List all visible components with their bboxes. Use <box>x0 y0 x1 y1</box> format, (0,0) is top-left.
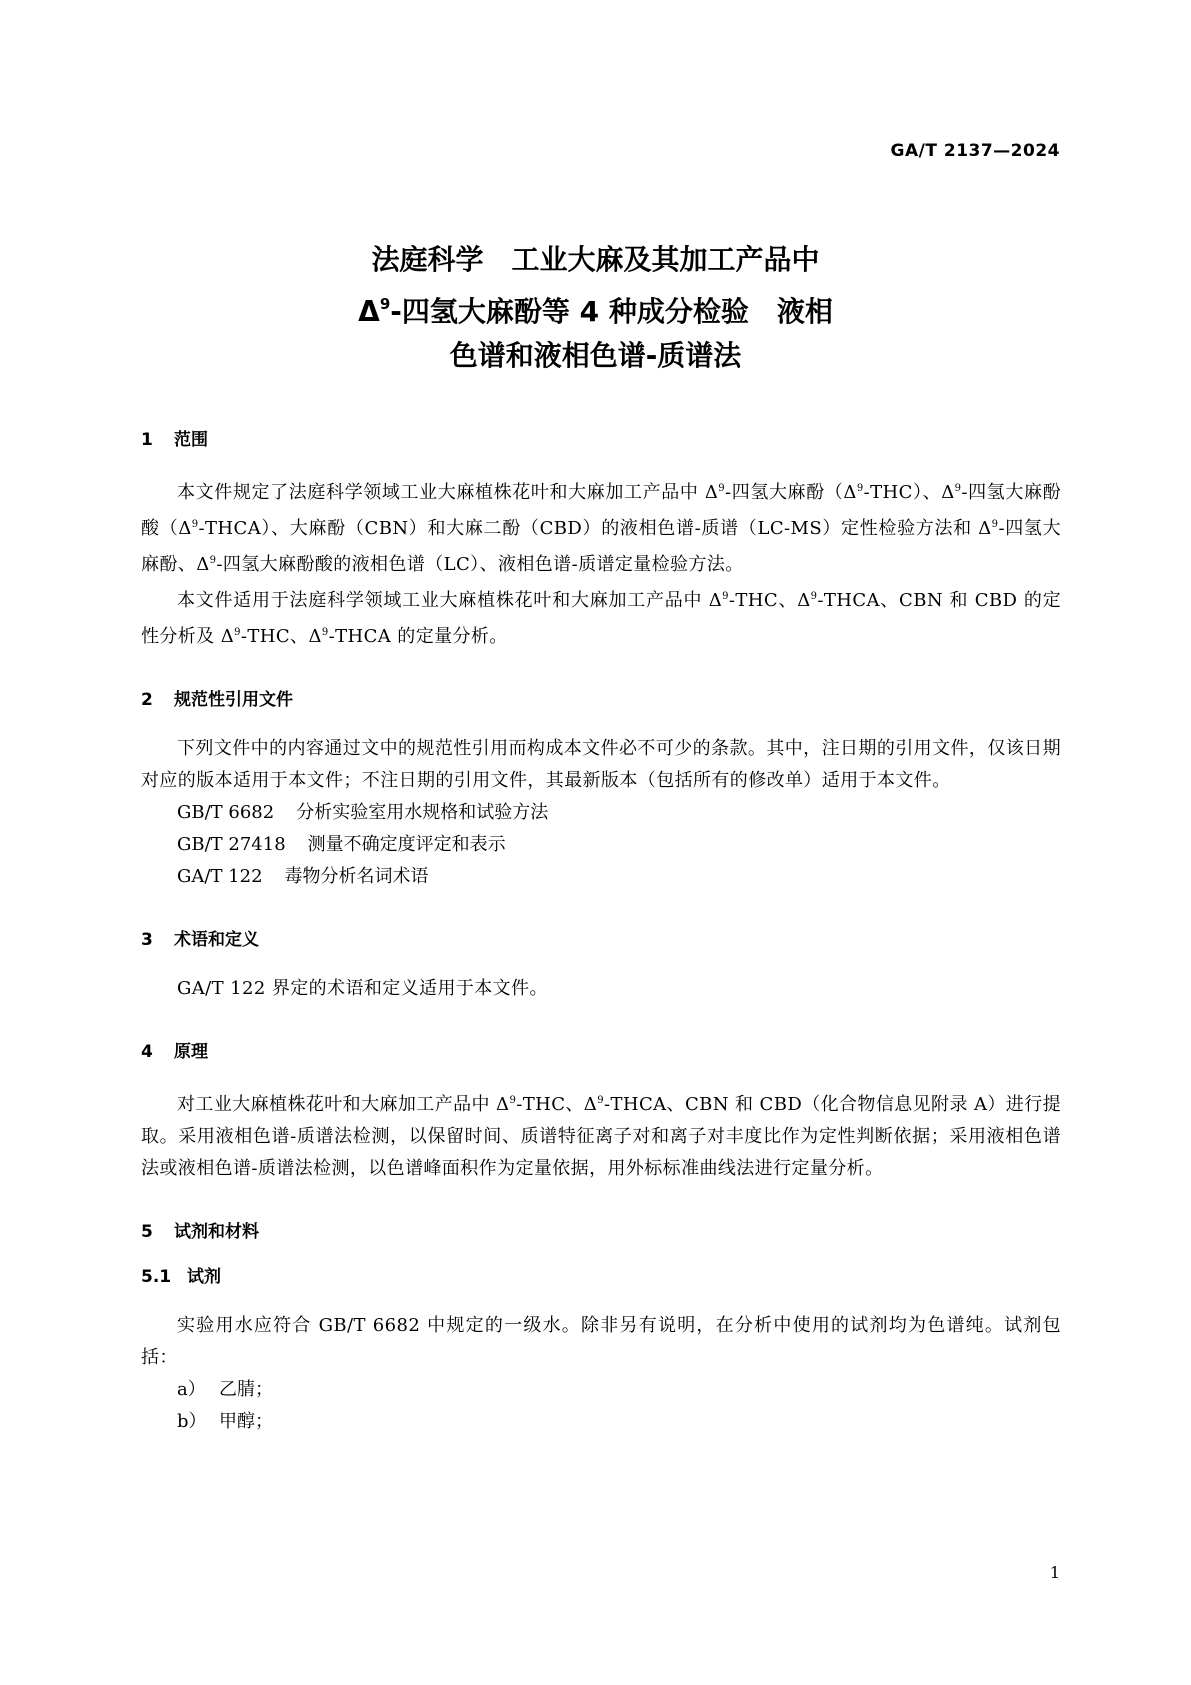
superscript: 9 <box>954 483 962 494</box>
section-reagents <box>141 1220 1061 1438</box>
standard-code: GA/T 2137—2024 <box>890 141 1060 161</box>
reference-item <box>141 797 1061 829</box>
superscript: 9 <box>991 519 999 530</box>
superscript: 9 <box>321 627 329 638</box>
list-text: 甲醇； <box>219 1411 273 1432</box>
text-run: -THCA）、大麻酚（CBN）和大麻二酚（CBD）的液相色谱-质谱（LC-MS）定性检验方法和 Δ <box>198 518 992 539</box>
superscript: 9 <box>722 591 729 602</box>
text-run: 本文件适用于法庭科学领域工业大麻植株花叶和大麻加工产品中 Δ <box>177 590 723 611</box>
reference-code: GA/T 122 <box>177 866 263 887</box>
title-line-1: 法庭科学 工业大麻及其加工产品中 <box>371 243 820 276</box>
text-run: 对工业大麻植株花叶和大麻加工产品中 Δ <box>177 1094 510 1115</box>
section-heading <box>141 1040 1061 1064</box>
text-run: -THC、Δ <box>516 1094 598 1115</box>
section-number: 1 <box>141 430 153 450</box>
paragraph <box>141 473 1061 581</box>
subsection-heading <box>141 1265 1061 1289</box>
page-number: 1 <box>1049 1563 1060 1582</box>
section-heading <box>141 688 1061 712</box>
text-run: -THCA 的定量分析。 <box>328 626 508 647</box>
section-number: 5 <box>141 1222 153 1242</box>
section-title: 原理 <box>174 1042 208 1062</box>
paragraph: 实验用水应符合 GB/T 6682 中规定的一级水。除非另有说明，在分析中使用的试剂均为色谱纯。试剂包括： <box>141 1315 1061 1368</box>
paragraph: 下列文件中的内容通过文中的规范性引用而构成本文件必不可少的条款。其中，注日期的引用文件，仅该日期对应的版本适用于本文件；不注日期的引用文件，其最新版本（包括所有的修改单）适用于本文件。 <box>141 738 1061 791</box>
reference-item <box>141 829 1061 861</box>
reference-code: GB/T 27418 <box>177 834 286 855</box>
list-item <box>141 1374 1061 1406</box>
section-title: 规范性引用文件 <box>174 690 293 710</box>
superscript: 9 <box>234 627 241 638</box>
paragraph <box>141 581 1061 653</box>
reference-code: GB/T 6682 <box>177 802 275 823</box>
section-heading <box>141 1220 1061 1244</box>
title-superscript: 9 <box>379 295 391 313</box>
superscript: 9 <box>191 519 199 530</box>
list-item <box>141 1406 1061 1438</box>
document-body <box>141 428 1061 1473</box>
superscript: 9 <box>209 555 217 566</box>
section-normative-references <box>141 688 1061 893</box>
text-run: -四氢大麻酚（Δ <box>724 482 857 503</box>
reference-title: 测量不确定度评定和表示 <box>307 834 506 855</box>
reference-list <box>141 797 1061 893</box>
superscript: 9 <box>509 1095 517 1106</box>
list-marker: a） <box>177 1379 206 1400</box>
text-run: -THC）、Δ <box>863 482 955 503</box>
subsection-title: 试剂 <box>187 1267 221 1287</box>
document-title <box>0 238 1191 378</box>
text-run: 本文件规定了法庭科学领域工业大麻植株花叶和大麻加工产品中 Δ <box>177 482 719 503</box>
text-run: -THC、Δ <box>240 626 322 647</box>
reference-item <box>141 861 1061 893</box>
title-line-2-rest: -四氢大麻酚等 4 种成分检验 液相 <box>390 295 833 328</box>
reference-title: 分析实验室用水规格和试验方法 <box>296 802 549 823</box>
paragraph <box>141 1085 1061 1185</box>
superscript: 9 <box>810 591 818 602</box>
title-line-2 <box>0 282 1191 334</box>
text-run: -THC、Δ <box>728 590 811 611</box>
paragraph: GA/T 122 界定的术语和定义适用于本文件。 <box>177 978 548 999</box>
text-run: -THCA、CBN 和 CBD 的定性分析及 Δ <box>141 590 1061 647</box>
subsection-number: 5.1 <box>141 1267 172 1287</box>
list-text: 乙腈； <box>219 1379 273 1400</box>
section-scope <box>141 428 1061 653</box>
text-run: -四氢大麻酚酸的液相色谱（LC）、液相色谱-质谱定量检验方法。 <box>216 554 744 575</box>
title-delta: Δ <box>358 295 380 328</box>
section-principle <box>141 1040 1061 1185</box>
text-run: -THCA、CBN 和 CBD（化合物信息见附录 A）进行提取。采用液相色谱-质谱法检测，以保留时间、质谱特征离子对和离子对丰度比作为定性判断依据；采用液相色谱法或液相色谱-质谱法检测，以色谱峰面积作为定量依据，用外标标准曲线法进行定量分析。 <box>141 1094 1062 1179</box>
section-title: 试剂和材料 <box>174 1222 259 1242</box>
text-run: -四氢大麻酚、Δ <box>141 518 1061 575</box>
title-line-3: 色谱和液相色谱-质谱法 <box>449 339 742 372</box>
text-run: -四氢大麻酚酸（Δ <box>141 482 1062 539</box>
superscript: 9 <box>856 483 864 494</box>
section-number: 4 <box>141 1042 153 1062</box>
list-marker: b） <box>177 1411 207 1432</box>
superscript: 9 <box>718 483 725 494</box>
section-number: 2 <box>141 690 153 710</box>
reference-title: 毒物分析名词术语 <box>284 866 429 887</box>
section-heading <box>141 428 1061 452</box>
section-title: 术语和定义 <box>174 930 259 950</box>
section-terms <box>141 928 1061 1005</box>
section-heading <box>141 928 1061 952</box>
superscript: 9 <box>597 1095 604 1106</box>
section-title: 范围 <box>174 430 208 450</box>
section-number: 3 <box>141 930 153 950</box>
